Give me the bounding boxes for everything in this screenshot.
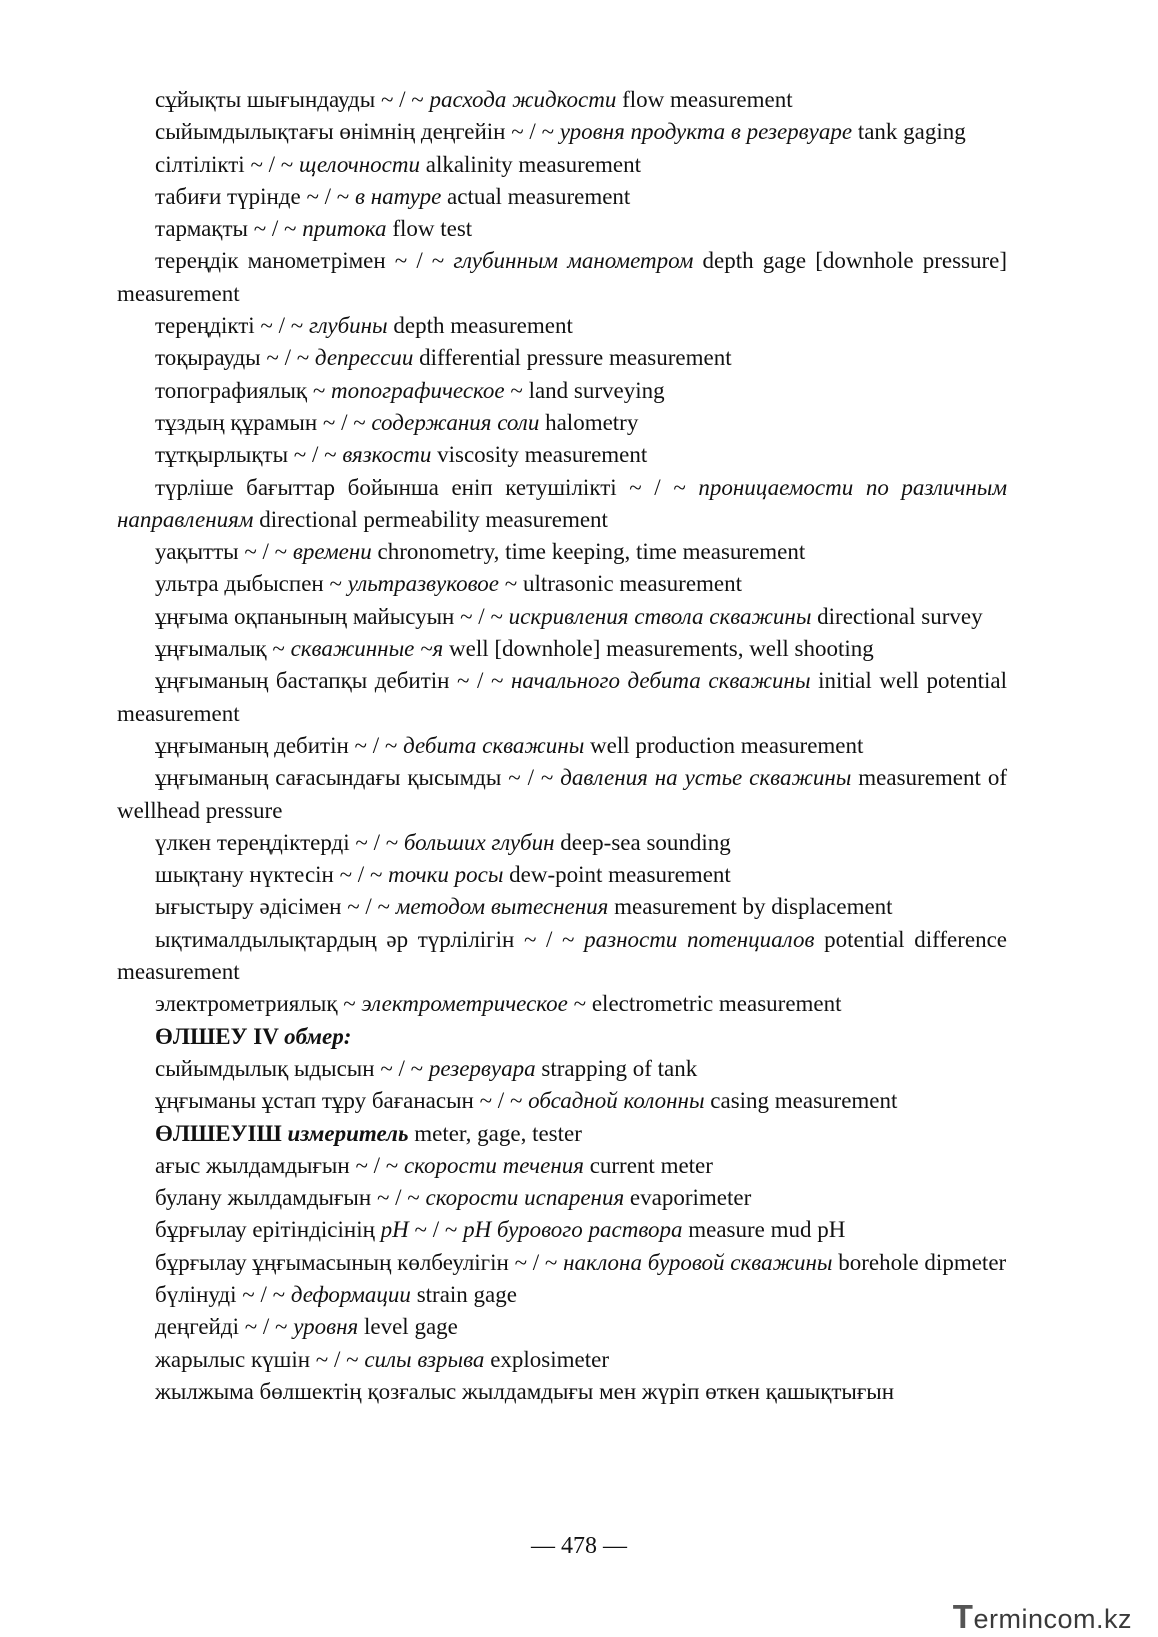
dictionary-entry	[117, 536, 1007, 568]
dictionary-entry	[117, 730, 1007, 762]
entry-text: halometry	[539, 409, 639, 435]
russian-term: ультразвуковое	[347, 571, 500, 597]
entry-text: alkalinity measurement	[419, 151, 641, 177]
dictionary-entry	[117, 601, 1007, 633]
russian-term: наклона буровой скважины	[563, 1249, 833, 1275]
dictionary-entry	[117, 1150, 1007, 1182]
entry-text: ұңғыма оқпанының майысуын ~ / ~	[155, 603, 509, 629]
russian-term: точки росы	[388, 862, 504, 888]
entry-text: borehole dipmeter	[832, 1249, 1007, 1275]
russian-term: уровня	[293, 1314, 359, 1340]
entry-text: well production measurement	[584, 732, 864, 758]
dictionary-entry	[117, 439, 1007, 471]
entry-text: depth gage [downhole pressure] measurement	[117, 248, 1007, 306]
russian-term: резервуара	[428, 1055, 536, 1081]
entry-text: ұңғыманың дебитін ~ / ~	[155, 732, 404, 758]
russian-term: силы взрыва	[364, 1346, 485, 1372]
entry-text: электрометриялық ~	[155, 991, 362, 1017]
dictionary-entry	[117, 1376, 1007, 1408]
dictionary-entry	[117, 116, 1007, 148]
entry-text: табиғи түрінде ~ / ~	[155, 183, 355, 209]
entry-text: evaporimeter	[624, 1185, 752, 1211]
russian-term: скорости испарения	[425, 1185, 625, 1211]
entry-text: үлкен тереңдіктерді ~ / ~	[155, 829, 404, 855]
page-number: — 478 —	[531, 1533, 627, 1559]
entry-text: explosimeter	[484, 1346, 609, 1372]
entry-text: viscosity measurement	[431, 442, 648, 468]
entry-text: жарылыс күшін ~ / ~	[155, 1346, 365, 1372]
dictionary-entry	[117, 1279, 1007, 1311]
entry-text: strain gage	[410, 1281, 517, 1307]
russian-term: электрометрическое	[361, 991, 568, 1017]
entry-text: ықтималдылықтардың әр түрлілігін ~ / ~	[155, 926, 585, 952]
russian-term: разности потенциалов	[584, 926, 815, 952]
dictionary-entry	[117, 762, 1007, 827]
entry-text: шықтану нүктесін ~ / ~	[155, 862, 389, 888]
russian-term: расхода жидкости	[429, 87, 617, 112]
headword: измеритель	[287, 1120, 409, 1146]
logo-domain: m.kz	[1073, 1604, 1132, 1634]
dictionary-entry	[117, 924, 1007, 989]
dictionary-entry	[117, 375, 1007, 407]
russian-term: деформации	[290, 1281, 411, 1307]
russian-term: топографическое	[331, 377, 505, 403]
entry-text: ~ land surveying	[504, 377, 665, 403]
entry-text: flow test	[386, 216, 473, 242]
dictionary-entry	[117, 1247, 1007, 1279]
russian-term: времени	[292, 539, 372, 565]
entry-text: deep-sea sounding	[554, 829, 731, 855]
dictionary-entry	[117, 1311, 1007, 1343]
entry-text: meter, gage, tester	[408, 1120, 582, 1146]
entry-text: бұрғылау ерітіндісінің	[155, 1217, 381, 1243]
entry-text: ұңғыманы ұстап тұру бағанасын ~ / ~	[155, 1088, 529, 1114]
dictionary-entry	[117, 633, 1007, 665]
entry-text: ~ ultrasonic measurement	[499, 571, 743, 597]
entry-text: measure mud pH	[682, 1217, 846, 1243]
entry-text: жылжыма бөлшектің қозғалыс жылдамдығы мен жүріп өткен қашықтығын	[155, 1378, 895, 1404]
termincom-logo	[953, 1598, 1132, 1636]
headword: ӨЛШЕУІШ	[155, 1120, 288, 1146]
dictionary-entry	[117, 988, 1007, 1020]
entry-text: тереңдік манометрімен ~ / ~	[155, 248, 454, 274]
entry-text: ығыстыру әдісімен ~ / ~	[155, 894, 396, 920]
entry-text: тұздың құрамын ~ / ~	[155, 409, 372, 435]
dictionary-entry	[117, 1085, 1007, 1117]
russian-term: pH	[380, 1217, 409, 1243]
entry-text: бүлінуді ~ / ~	[155, 1281, 291, 1307]
headword: обмер:	[284, 1023, 352, 1049]
russian-term: содержания соли	[371, 409, 540, 435]
entry-text: топографиялық ~	[155, 377, 332, 403]
entry-text: chronometry, time keeping, time measurement	[371, 539, 806, 565]
dictionary-entry	[117, 407, 1007, 439]
russian-term: проницаемости по различным направлениям	[117, 474, 1007, 532]
entry-text: сыйымдылық ыдысын ~ / ~	[155, 1055, 429, 1081]
dictionary-entry	[117, 891, 1007, 923]
entry-text: strapping of tank	[535, 1055, 698, 1081]
entry-text: тұтқырлықты ~ / ~	[155, 442, 343, 468]
russian-term: начального дебита скважины	[511, 668, 811, 694]
russian-term: давления на устье скважины	[560, 765, 852, 791]
dictionary-entry	[117, 342, 1007, 374]
entry-text: actual measurement	[441, 183, 631, 209]
entry-text: тереңдікті ~ / ~	[155, 313, 309, 339]
entry-text: directional survey	[811, 603, 983, 629]
logo-letter-t: T	[952, 1598, 974, 1635]
dictionary-entry	[117, 568, 1007, 600]
entry-text: flow measurement	[616, 87, 793, 112]
entry-text: ультра дыбыспен ~	[155, 571, 348, 597]
entry-text: measurement by displacement	[608, 894, 893, 920]
russian-term: притока	[302, 216, 387, 242]
russian-term: в натуре	[354, 183, 442, 209]
entry-text: тармақты ~ / ~	[155, 216, 303, 242]
russian-term: обсадной колонны	[528, 1088, 705, 1114]
russian-term: щелочности	[298, 151, 420, 177]
russian-term: уровня продукта в резервуаре	[559, 119, 853, 145]
entry-text: ~ / ~	[408, 1217, 464, 1243]
russian-term: скорости течения	[403, 1152, 584, 1178]
dictionary-entry	[117, 1021, 1007, 1053]
entry-text: түрліше бағыттар бойынша еніп кетушілікті ~ / ~	[155, 474, 699, 500]
entry-text: level gage	[358, 1314, 458, 1340]
entry-text: сыйымдылықтағы өнімнің деңгейін ~ / ~	[155, 119, 560, 145]
entry-text: casing measurement	[704, 1088, 898, 1114]
entry-text: булану жылдамдығын ~ / ~	[155, 1185, 426, 1211]
russian-term: глубины	[308, 313, 388, 339]
dictionary-entry	[117, 1182, 1007, 1214]
dictionary-entry	[117, 665, 1007, 730]
dictionary-entry	[117, 1118, 1007, 1150]
entry-text: ~ electrometric measurement	[567, 991, 842, 1017]
entry-text: уақытты ~ / ~	[155, 539, 293, 565]
russian-term: вязкости	[342, 442, 432, 468]
russian-term: больших глубин	[403, 829, 555, 855]
entry-text: ұңғыманың сағасындағы қысымды ~ / ~	[155, 765, 561, 791]
russian-term: дебита скважины	[403, 732, 585, 758]
entry-text: initial well potential measurement	[117, 668, 1007, 726]
headword: ӨЛШЕУ IV	[155, 1023, 285, 1049]
entry-text: well [downhole] measurements, well shooting	[443, 636, 874, 662]
dictionary-entries	[117, 84, 1007, 1408]
entry-text: бұрғылау ұңғымасының көлбеулігін ~ / ~	[155, 1249, 564, 1275]
dictionary-entry	[117, 859, 1007, 891]
dictionary-entry	[117, 1214, 1007, 1246]
russian-term: скважинные ~я	[290, 636, 444, 662]
dictionary-entry	[117, 181, 1007, 213]
entry-text: directional permeability measurement	[253, 506, 608, 532]
entry-text: ағыс жылдамдығын ~ / ~	[155, 1152, 404, 1178]
entry-text: differential pressure measurement	[413, 345, 732, 371]
entry-text: tank gaging	[852, 119, 966, 145]
dictionary-entry	[117, 310, 1007, 342]
logo-magnifier-icon: o	[1057, 1604, 1073, 1634]
entry-text: potential difference measurement	[117, 926, 1007, 985]
dictionary-entry	[117, 472, 1007, 537]
dictionary-entry	[117, 84, 1007, 116]
entry-text: ұңғымалық ~	[155, 636, 291, 662]
entry-text: сұйықты шығындауды ~ / ~	[155, 87, 430, 112]
entry-text: measurement of wellhead pressure	[117, 765, 1007, 823]
russian-term: методом вытеснения	[395, 894, 609, 920]
entry-text: current meter	[583, 1152, 713, 1178]
russian-term: pH бурового раствора	[463, 1217, 683, 1243]
dictionary-entry	[117, 245, 1007, 310]
russian-term: глубинным манометром	[453, 248, 694, 274]
dictionary-entry	[117, 827, 1007, 859]
dictionary-entry	[117, 1344, 1007, 1376]
entry-text: сілтілікті ~ / ~	[155, 151, 299, 177]
entry-text: тоқырауды ~ / ~	[155, 345, 315, 371]
entry-text: dew-point measurement	[503, 862, 731, 888]
entry-text: деңгейді ~ / ~	[155, 1314, 294, 1340]
dictionary-entry	[117, 213, 1007, 245]
russian-term: депрессии	[314, 345, 414, 371]
entry-text: ұңғыманың бастапқы дебитін ~ / ~	[155, 668, 511, 694]
russian-term: искривления ствола скважины	[508, 603, 812, 629]
entry-text: depth measurement	[387, 313, 573, 339]
dictionary-entry	[117, 1053, 1007, 1085]
logo-text: erminc	[973, 1604, 1058, 1634]
dictionary-entry	[117, 149, 1007, 181]
